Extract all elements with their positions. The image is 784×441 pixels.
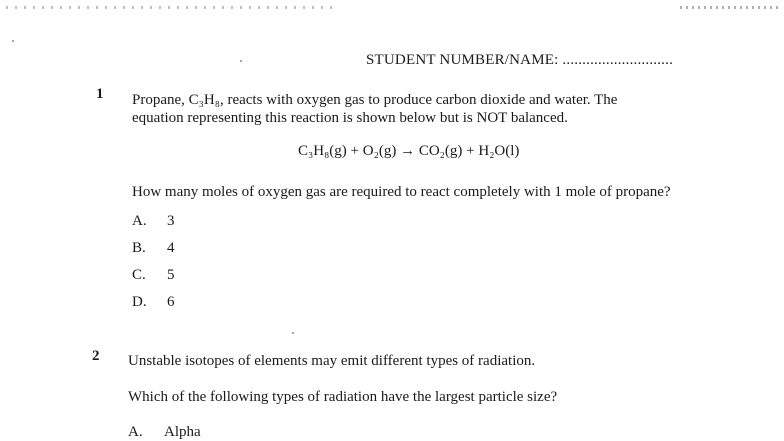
scan-noise-top-left (6, 6, 336, 9)
question-1-option-b-letter: B. (132, 240, 146, 256)
equation-product-water: H₂O(l) (478, 143, 520, 159)
question-2-option-a-value: Alpha (164, 424, 201, 440)
question-2-question: Which of the following types of radiation have the largest particle size? (128, 389, 558, 405)
question-1-stem-line1: Propane, C₃H₈, reacts with oxygen gas to produce carbon dioxide and water. The (132, 92, 618, 108)
question-1-number: 1 (96, 86, 104, 102)
question-2-stem: Unstable isotopes of elements may emit different types of radiation. (128, 353, 536, 369)
scan-noise-top-right (680, 6, 778, 9)
equation-reactant-oxygen: O₂(g) (362, 143, 397, 159)
question-1-equation (298, 143, 519, 160)
equation-product-co2: CO₂(g) (418, 143, 463, 159)
equation-plus: + (350, 143, 360, 159)
question-1-option-b-value: 4 (167, 240, 175, 256)
question-1-option-c-letter: C. (132, 267, 146, 283)
student-number-name-field: STUDENT NUMBER/NAME: ............................ (366, 52, 674, 68)
question-2-number: 2 (92, 348, 100, 364)
question-2-option-a-letter: A. (128, 424, 143, 440)
equation-reactant-propane: C₃H₈(g) (298, 143, 347, 159)
question-1-question: How many moles of oxygen gas are required to react completely with 1 mole of propane? (132, 184, 671, 200)
scan-speck (240, 60, 242, 62)
scan-speck (292, 332, 294, 334)
equation-arrow: → (400, 143, 416, 159)
equation-plus: + (466, 143, 475, 159)
question-1-option-a-letter: A. (132, 213, 147, 229)
scan-speck (12, 40, 14, 42)
question-1-option-d-value: 6 (167, 294, 175, 310)
question-1-option-a-value: 3 (167, 213, 175, 229)
question-1-option-d-letter: D. (132, 294, 147, 310)
question-1-option-c-value: 5 (167, 267, 175, 283)
question-1-stem-line2: equation representing this reaction is shown below but is NOT balanced. (132, 110, 568, 126)
